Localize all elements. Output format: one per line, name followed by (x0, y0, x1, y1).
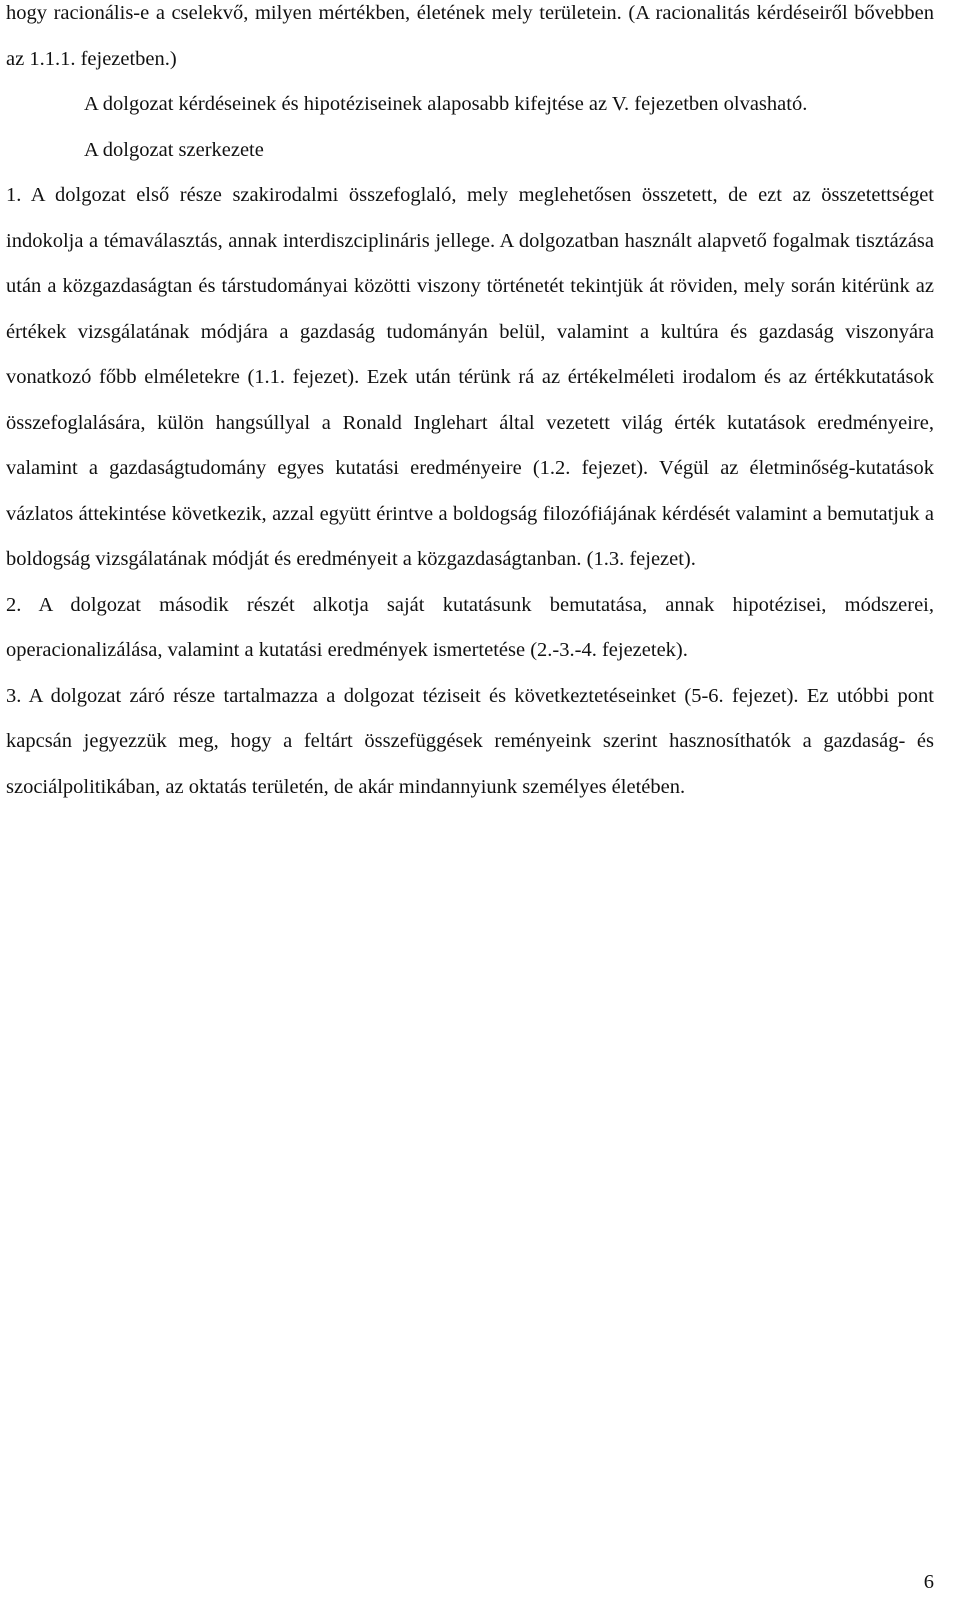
paragraph-elso-resz: 1. A dolgozat első része szakirodalmi összefoglaló, mely meglehetősen összetett, de ezt az összetettséget indokolja a témaválasztás, annak interdiszciplináris jellege. A dolgozatban használt alapvető fogalmak tisztázása után a közgazdaságtan és társtudományai közötti viszony történetét tekintjük át röviden, mely során kitérünk az értékek vizsgálatának módjára a gazdaság tudományán belül, valamint a kultúra és gazdaság viszonyára vonatkozó főbb elméletekre (1.1. fejezet). Ezek után térünk rá az értékelméleti irodalom és az értékkutatások összefoglalására, külön hangsúllyal a Ronald Inglehart által vezetett világ érték kutatások eredményeire, valamint a gazdaságtudomány egyes kutatási eredményeire (1.2. fejezet). Végül az életminőség-kutatások vázlatos áttekintése következik, azzal együtt érintve a boldogság filozófiájának kérdését valamint a bemutatjuk a boldogság vizsgálatának módját és eredményeit a közgazdaságtanban. (1.3. fejezet). (6, 184, 934, 570)
page-number: 6 (923, 1571, 934, 1593)
paragraph-racionalitas: hogy racionális-e a cselekvő, milyen mértékben, életének mely területein. (A racionalitás kérdéseiről bővebben az 1.1.1. fejezetben.) (6, 2, 934, 70)
paragraph-zaro-resz: 3. A dolgozat záró része tartalmazza a dolgozat téziseit és következtetéseinket (5-6. fejezet). Ez utóbbi pont kapcsán jegyezzük meg, hogy a feltárt összefüggések reményeink szerint hasznosíthatók a gazdaság- és szociálpolitikában, az oktatás területén, de akár mindannyiunk személyes életében. (6, 684, 934, 798)
section-heading-szerkezet: A dolgozat szerkezete (84, 138, 264, 161)
paragraph-masodik-resz: 2. A dolgozat második részét alkotja saját kutatásunk bemutatása, annak hipotézisei, módszerei, operacionalizálása, valamint a kutatási eredmények ismertetése (2.-3.-4. fejezetek). (6, 593, 934, 661)
paragraph-kerdesek: A dolgozat kérdéseinek és hipotéziseinek alaposabb kifejtése az V. fejezetben olvasható. (84, 93, 808, 115)
document-page (6, 0, 934, 810)
